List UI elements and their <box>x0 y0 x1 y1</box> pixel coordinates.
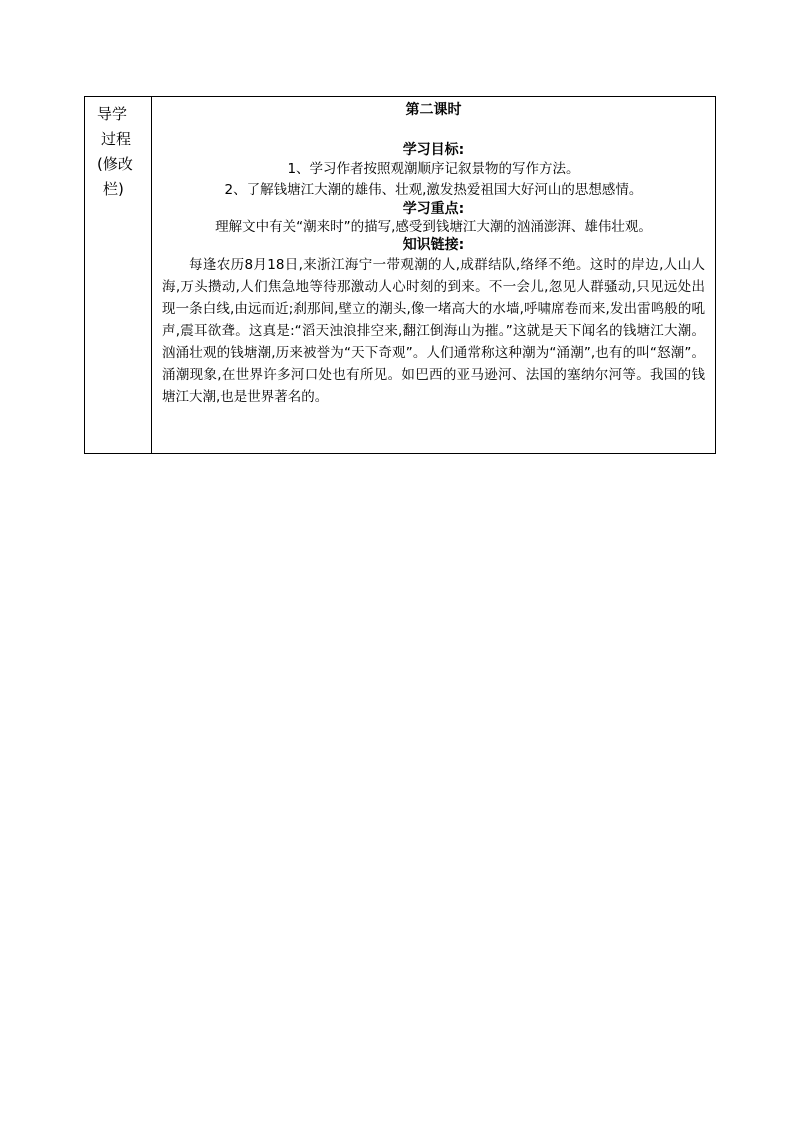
margin-label-cell <box>85 97 152 453</box>
goal-item: 2、了解钱塘江大潮的雄伟、壮观,激发热爱祖国大好河山的思想感情。 <box>224 182 643 198</box>
lesson-content-cell <box>152 97 715 453</box>
focus-heading: 学习重点: <box>402 201 465 217</box>
knowledge-heading: 知识链接: <box>402 237 465 253</box>
knowledge-paragraph: 每逢农历8月18日,来浙江海宁一带观潮的人,成群结队,络绎不绝。这时的岸边,人山人海,万头攒动,人们焦急地等待那激动人心时刻的到来。不一会儿,忽见人群骚动,只见远处出现一条白线,由远而近;刹那间,壁立的潮头,像一堵高大的水墙,呼啸席卷而来,发出雷鸣般的吼声,震耳欲聋。这真是:“滔天浊浪排空来,翻江倒海山为摧。”这就是天下闻名的钱塘江大潮。汹涌壮观的钱塘潮,历来被誉为“天下奇观”。人们通常称这种潮为“涌潮”,也有的叫“怒潮”。涌潮现象,在世界许多河口处也有所见。如巴西的亚马逊河、法国的塞纳尔河等。我国的钱塘江大潮,也是世界著名的。 <box>162 257 705 405</box>
spacer <box>160 120 707 142</box>
focus-text: 理解文中有关“潮来时”的描写,感受到钱塘江大潮的汹涌澎湃、雄伟壮观。 <box>215 219 652 235</box>
goals-heading: 学习目标: <box>402 142 465 158</box>
margin-label-line: 过程 <box>101 130 132 148</box>
margin-label-line: 栏) <box>103 180 124 198</box>
lesson-title: 第二课时 <box>405 102 462 118</box>
lesson-table <box>84 96 716 454</box>
margin-label-line: (修改 <box>97 155 133 173</box>
goal-item: 1、学习作者按照观潮顺序记叙景物的写作方法。 <box>287 161 580 177</box>
margin-label-line: 导学 <box>97 105 128 123</box>
